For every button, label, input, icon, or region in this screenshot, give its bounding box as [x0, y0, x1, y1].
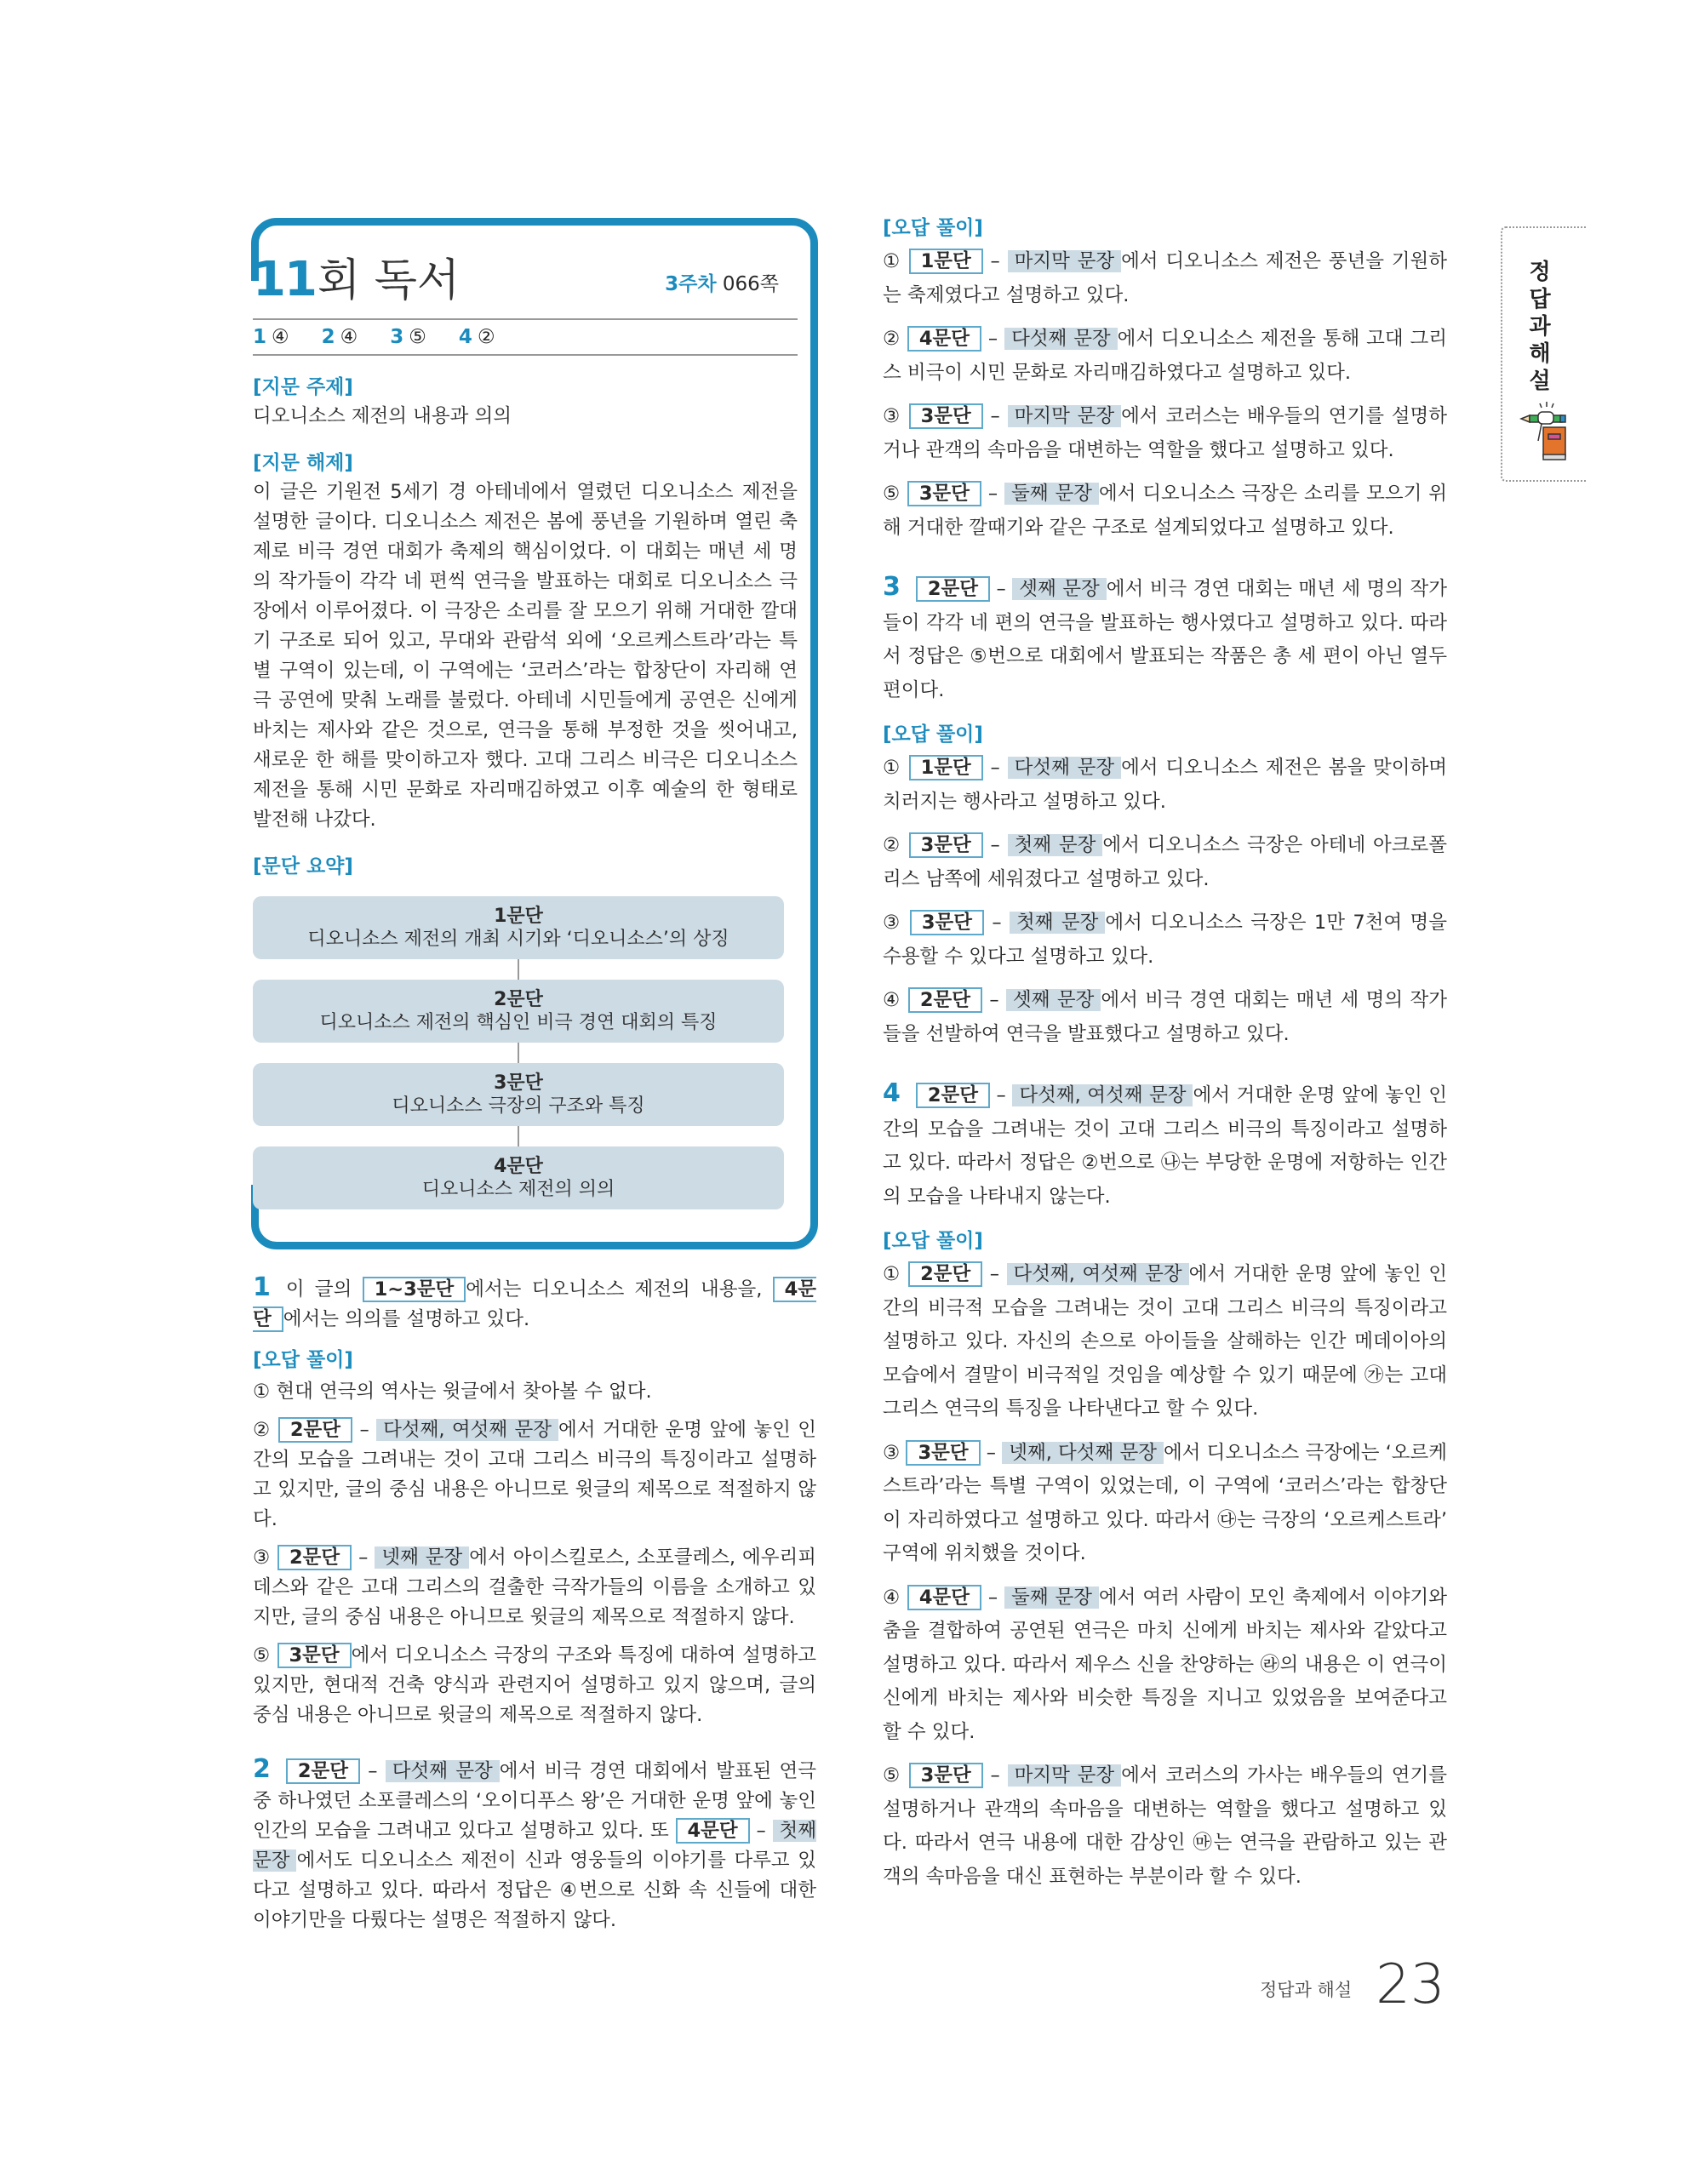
explanation-text: 에서 아이스킬로스, 소포클레스, 에우리피데스와 같은 고대 그리스의 걸출한 극작가들의 이름을 소개하고 있지만, 글의 중심 내용은 아니므로 윗글의 제목으로 적절하지 않다.: [253, 1547, 817, 1628]
round-number: 11: [253, 252, 316, 307]
paragraph-ref-box: 4문단: [676, 1818, 750, 1844]
page-footer: [1260, 1953, 1445, 2016]
paragraph-ref-box: 4문단: [253, 1278, 816, 1330]
option-marker: ④: [883, 989, 901, 1011]
explanation-text: 에서는 의의를 설명하고 있다.: [283, 1308, 530, 1330]
question-explanation: [883, 570, 1447, 707]
answer-key: [253, 318, 798, 356]
paragraph-ref-box: 4문단: [907, 1585, 981, 1610]
paragraph-summary: [253, 896, 784, 1209]
paragraph-ref-box: 2문단: [277, 1545, 352, 1570]
answer-item: [253, 326, 289, 348]
sentence-ref-highlight: 셋째 문장: [1012, 578, 1106, 600]
sentence-ref-highlight: 다섯째 문장: [1004, 328, 1118, 350]
explanation-text: –: [983, 912, 1010, 934]
explanation-text: 에서 코러스는 배우들의 연기를 설명하거나 관객의 속마음을 대변하는 역할을 했다고 설명하고 있다.: [883, 405, 1447, 461]
explanation-text: –: [980, 1441, 1003, 1464]
answer-item: [322, 326, 358, 348]
explanation-text: –: [982, 834, 1008, 856]
explanation-text: –: [981, 328, 1005, 350]
option-explanation: [883, 984, 1447, 1051]
option-marker: ③: [883, 405, 901, 427]
right-explanations: [883, 211, 1447, 1904]
page-reference: 066쪽: [722, 273, 779, 295]
wrong-answer-heading: [오답 풀이]: [253, 1349, 353, 1371]
question-number: 2: [253, 1754, 271, 1784]
commentary-heading: [지문 해제]: [253, 452, 353, 474]
option-marker: ⑤: [883, 1764, 901, 1787]
paragraph-ref-box: 3문단: [906, 1440, 980, 1466]
wrong-answer-heading: [오답 풀이]: [883, 217, 983, 239]
explanation-text: –: [982, 405, 1008, 427]
question-number: 1: [253, 1272, 271, 1302]
topic-heading: [지문 주제]: [253, 376, 353, 398]
sentence-ref-highlight: 다섯째, 여섯째 문장: [376, 1419, 558, 1441]
option-marker: ①: [253, 1381, 271, 1403]
explanation-text: 에서 디오니소스 극장에는 ‘오르케스트라’라는 특별 구역이 있었는데, 이 구역에 ‘코러스’라는 합창단이 자리하였다고 설명하고 있다. 따라서 ㉰는 극장의 ‘오르케스트라’ 구역에 위치했을 것이다.: [883, 1441, 1447, 1564]
question-explanation: [253, 1754, 816, 1935]
explanation-text: 에서 디오니소스 제전은 봄을 맞이하며 치러지는 행사라고 설명하고 있다.: [883, 757, 1447, 813]
option-marker: ③: [883, 912, 902, 934]
option-marker: ②: [253, 1419, 272, 1441]
question-number: 3: [883, 572, 901, 602]
summary-box: [253, 896, 784, 959]
option-explanation: [883, 1759, 1447, 1894]
option-explanation: [883, 245, 1447, 312]
question-number: 4: [883, 1078, 901, 1108]
explanation-text: 에서 거대한 운명 앞에 놓인 인간의 모습을 그려내는 것이 고대 그리스 비극의 특징이라고 설명하고 있다. 따라서 정답은 ②번으로 ㉯는 부당한 운명에 저항하는 인간의 모습을 나타내지 않는다.: [883, 1084, 1448, 1208]
footer-label: 정답과 해설: [1260, 1980, 1353, 2000]
option-explanation: [883, 477, 1447, 545]
explanation-text: 에서 디오니소스 극장은 1만 7천여 명을 수용할 수 있다고 설명하고 있다.: [883, 912, 1448, 968]
explanation-text: 에서 비극 경연 대회는 매년 세 명의 작가들이 각각 네 편의 연극을 발표하는 행사였다고 설명하고 있다. 따라서 정답은 ⑤번으로 대회에서 발표되는 작품은 총 세 편이 아닌 열두 편이다.: [883, 578, 1448, 701]
answer-choice: ⑤: [409, 326, 426, 348]
sentence-ref-highlight: 다섯째, 여섯째 문장: [1007, 1263, 1189, 1285]
sentence-ref-highlight: 넷째, 다섯째 문장: [1002, 1442, 1164, 1464]
paragraph-ref-box: 3문단: [909, 832, 983, 858]
answer-choice: ②: [477, 326, 495, 348]
question-gap: [883, 1061, 1447, 1077]
explanation-text: –: [749, 1820, 773, 1842]
page-number: 23: [1376, 1953, 1445, 2016]
explanation-text: 에서 거대한 운명 앞에 놓인 인간의 비극적 모습을 그려내는 것이 고대 그리스 비극의 특징이라고 설명하고 있다. 자신의 손으로 아이들을 살해하는 인간 메데이아의 모습에서 결말이 비극적일 것임을 예상할 수 있기 때문에 ㉮는 고대 그리스 연극의 특징을 나타낸다고 할 수 있다.: [883, 1263, 1448, 1420]
paragraph-ref-box: 1문단: [909, 249, 983, 274]
answer-item: [390, 326, 426, 348]
option-explanation: [253, 1415, 816, 1535]
week-label: 3주차: [665, 273, 717, 295]
sentence-ref-highlight: 다섯째 문장: [1008, 757, 1121, 779]
option-marker: ③: [253, 1547, 271, 1569]
explanation-text: 에서 디오니소스 극장은 소리를 모으기 위해 거대한 깔때기와 같은 구조로 설계되었다고 설명하고 있다.: [883, 483, 1447, 539]
explanation-text: 에서는 디오니소스 제전의 내용을,: [466, 1278, 773, 1301]
option-marker: ①: [883, 250, 901, 272]
side-tab-label: 정답과 해설: [1529, 260, 1551, 394]
explanation-text: 에서도 디오니소스 제전이 신과 영웅들의 이야기를 다루고 있다고 설명하고 있다. 따라서 정답은 ④번으로 신화 속 신들에 대한 이야기만을 다뤘다는 설명은 적절하지 않다.: [253, 1850, 816, 1931]
answer-card: [253, 240, 798, 1209]
sentence-ref-highlight: 첫째 문장: [1010, 912, 1105, 934]
summary-connector: [518, 1043, 519, 1063]
explanation-text: 에서 디오니소스 제전을 통해 고대 그리스 비극이 시민 문화로 자리매김하였다고 설명하고 있다.: [883, 328, 1447, 384]
paragraph-ref-box: 1문단: [909, 755, 983, 780]
paragraph-ref-box: 2문단: [278, 1417, 352, 1443]
option-explanation: [883, 829, 1447, 896]
round-title: 회 독서: [317, 255, 461, 306]
question-explanation: [883, 1077, 1447, 1214]
week-reference: [665, 268, 779, 296]
summary-paragraph-text: 디오니소스 제전의 핵심인 비극 경연 대회의 특징: [319, 1012, 718, 1033]
option-explanation: [883, 323, 1447, 390]
option-marker: ②: [883, 834, 901, 856]
summary-connector: [518, 959, 519, 980]
explanation-text: 에서 비극 경연 대회는 매년 세 명의 작가들을 선발하여 연극을 발표했다고 설명하고 있다.: [883, 989, 1448, 1045]
answer-item: [459, 326, 495, 348]
paragraph-ref-box: 4문단: [907, 326, 981, 352]
explanation-text: 에서 거대한 운명 앞에 놓인 인간의 모습을 그려내는 것이 고대 그리스 비극의 특징이라고 설명하고 있지만, 글의 중심 내용은 아니므로 윗글의 제목으로 적절하지 않다.: [253, 1419, 816, 1530]
option-marker: ①: [883, 1263, 901, 1285]
option-explanation: [883, 1581, 1447, 1750]
sentence-ref-highlight: 셋째 문장: [1006, 989, 1101, 1011]
answer-question-number: 1: [253, 326, 267, 348]
sentence-ref-highlight: 마지막 문장: [1008, 1764, 1121, 1787]
page-title: [253, 244, 460, 308]
sentence-ref-highlight: 다섯째 문장: [386, 1760, 500, 1782]
summary-box: [253, 1146, 784, 1209]
sentence-ref-highlight: 둘째 문장: [1004, 1587, 1099, 1609]
answer-choice: ④: [340, 326, 358, 348]
question-gap: [253, 1739, 816, 1754]
explanation-text: –: [981, 1586, 1005, 1609]
paragraph-ref-box: 2문단: [916, 576, 990, 602]
explanation-text: –: [352, 1419, 377, 1441]
wrong-answer-heading: [오답 풀이]: [883, 723, 983, 746]
paragraph-ref-box: 3문단: [277, 1643, 352, 1668]
option-marker: ①: [883, 757, 901, 779]
summary-connector: [518, 1126, 519, 1146]
sentence-ref-highlight: 첫째 문장: [1008, 834, 1103, 856]
sentence-ref-highlight: 둘째 문장: [1004, 483, 1099, 505]
paragraph-ref-box: 2문단: [916, 1083, 990, 1108]
explanation-text: –: [360, 1760, 386, 1782]
explanation-text: 에서 디오니소스 극장은 아테네 아크로폴리스 남쪽에 세워졌다고 설명하고 있다.: [883, 834, 1447, 890]
answer-question-number: 2: [321, 326, 335, 348]
option-marker: ⑤: [883, 483, 901, 505]
paragraph-ref-box: 3문단: [909, 403, 983, 429]
explanation-text: –: [982, 1263, 1007, 1285]
question-explanation: [253, 1272, 816, 1335]
summary-paragraph-label: 4문단: [494, 1156, 543, 1177]
left-explanations: [253, 1272, 816, 1944]
answer-choice: ④: [272, 326, 289, 348]
option-explanation: [883, 1258, 1447, 1426]
option-explanation: [253, 1641, 816, 1730]
answer-question-number: 4: [458, 326, 472, 348]
option-marker: ②: [883, 328, 901, 350]
explanation-text: 에서 비극 경연 대회에서 발표된 연극 중 하나였던 소포클레스의 ‘오이디푸스 왕’은 거대한 운명 앞에 놓인 인간의 모습을 그려내고 있다고 설명하고 있다. 또: [253, 1760, 817, 1842]
paragraph-ref-box: 1~3문단: [363, 1277, 466, 1302]
explanation-text: 에서 여러 사람이 모인 축제에서 이야기와 춤을 결합하여 공연된 연극은 마치 신에게 바치는 제사와 같았다고 설명하고 있다. 따라서 제우스 신을 찬양하는 ㉱의 내용은 이 연극이 신에게 바치는 제사와 비슷한 특징을 지니고 있었음을 보여준다고 할 수 있다.: [883, 1586, 1447, 1743]
sentence-ref-highlight: 다섯째, 여섯째 문장: [1012, 1084, 1193, 1106]
explanation-text: –: [990, 578, 1013, 600]
side-tab[interactable]: [1501, 226, 1586, 482]
paragraph-ref-box: 3문단: [909, 1763, 983, 1788]
summary-paragraph-text: 디오니소스 극장의 구조와 특징: [392, 1095, 645, 1117]
paragraph-ref-box: 2문단: [908, 987, 982, 1013]
explanation-text: –: [990, 1084, 1013, 1106]
paragraph-ref-box: 2문단: [286, 1758, 360, 1784]
paragraph-ref-box: 3문단: [907, 481, 981, 506]
wrong-answer-heading: [오답 풀이]: [883, 1230, 983, 1252]
explanation-text: –: [982, 250, 1008, 272]
option-marker: ③: [883, 1441, 901, 1464]
summary-paragraph-label: 1문단: [494, 906, 543, 927]
explanation-text: –: [981, 989, 1007, 1011]
sentence-ref-highlight: 첫째 문장: [253, 1820, 816, 1872]
summary-box: [253, 1063, 784, 1126]
explanation-text: 에서 디오니소스 극장의 구조와 특징에 대하여 설명하고 있지만, 현대적 건축 양식과 관련지어 설명하고 있지 않으며, 글의 중심 내용은 아니므로 윗글의 제목으로 적절하지 않다.: [253, 1644, 817, 1726]
explanation-text: –: [982, 1764, 1008, 1787]
option-explanation: [883, 752, 1447, 819]
summary-heading: [문단 요약]: [253, 855, 353, 878]
pencil-book-icon: [1519, 398, 1570, 466]
summary-paragraph-text: 디오니소스 제전의 개최 시기와 ‘디오니소스’의 상징: [307, 929, 729, 950]
paragraph-ref-box: 2문단: [908, 1261, 982, 1287]
summary-paragraph-label: 2문단: [494, 989, 543, 1010]
commentary-text: 이 글은 기원전 5세기 경 아테네에서 열렸던 디오니소스 제전을 설명한 글이다. 디오니소스 제전은 봄에 풍년을 기원하며 열린 축제로 비극 경연 대회가 축제의 핵심이었다. 이 대회는 매년 세 명의 작가들이 각각 네 편씩 연극을 발표하는 대회로 디오니소스 극장에서 이루어졌다. 이 극장은 소리를 잘 모으기 위해 거대한 깔대기 구조로 되어 있고, 무대와 관람석 외에 ‘오르케스트라’라는 특별 구역이 있는데, 이 구역에는 ‘코러스’라는 합창단이 자리해 연극 공연에 맞춰 노래를 불렀다. 아테네 시민들에게 공연은 신에게 바치는 제사와 같은 것으로, 연극을 통해 부정한 것을 씻어내고, 새로운 한 해를 맞이하고자 했다. 고대 그리스 비극은 디오니소스 제전을 통해 시민 문화로 자리매김하였고 이후 예술의 한 형태로 발전해 나갔다.: [253, 481, 798, 831]
explanation-text: –: [981, 483, 1005, 505]
option-marker: ⑤: [253, 1644, 271, 1667]
summary-paragraph-text: 디오니소스 제전의 의의: [421, 1179, 615, 1200]
sentence-ref-highlight: 마지막 문장: [1008, 250, 1121, 272]
answer-question-number: 3: [390, 326, 404, 348]
sentence-ref-highlight: 마지막 문장: [1008, 405, 1121, 427]
option-explanation: [253, 1377, 816, 1407]
summary-box: [253, 980, 784, 1043]
option-explanation: [883, 400, 1447, 467]
option-marker: ④: [883, 1586, 901, 1609]
paragraph-ref-box: 3문단: [910, 910, 984, 935]
option-explanation: [883, 1437, 1447, 1571]
option-explanation: [253, 1543, 816, 1632]
sentence-ref-highlight: 넷째 문장: [375, 1547, 469, 1569]
explanation-text: 에서 코러스의 가사는 배우들의 연기를 설명하거나 관객의 속마음을 대변하는 역할을 했다고 설명하고 있다. 따라서 연극 내용에 대한 감상인 ㉲는 연극을 관람하고 있는 관객의 속마음을 대신 표현하는 부분이라 할 수 있다.: [883, 1764, 1447, 1888]
card-header: [253, 240, 798, 308]
explanation-text: 에서 디오니소스 제전은 풍년을 기원하는 축제였다고 설명하고 있다.: [883, 250, 1447, 306]
explanation-text: –: [982, 757, 1008, 779]
explanation-text: 이 글의: [285, 1278, 363, 1301]
topic-text: 디오니소스 제전의 내용과 의의: [253, 405, 512, 427]
summary-paragraph-label: 3문단: [494, 1072, 543, 1094]
question-gap: [883, 555, 1447, 570]
explanation-text: –: [352, 1547, 375, 1569]
explanation-text: 현대 연극의 역사는 윗글에서 찾아볼 수 없다.: [276, 1381, 652, 1403]
option-explanation: [883, 906, 1447, 974]
